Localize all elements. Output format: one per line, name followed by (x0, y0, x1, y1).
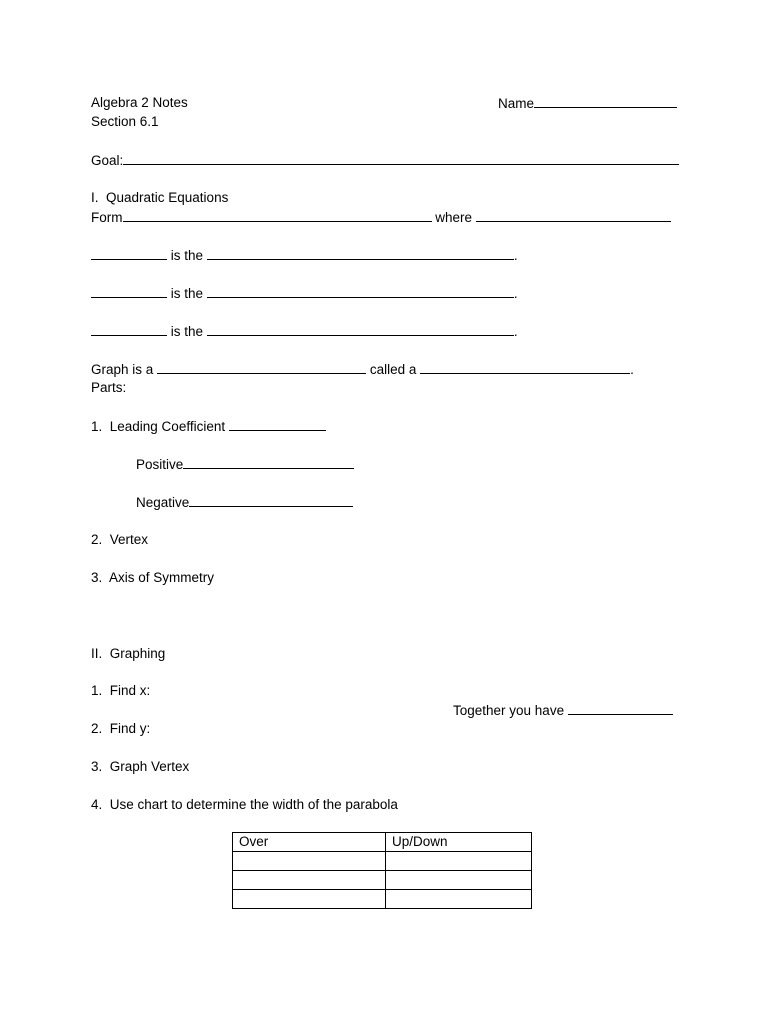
axis-of-symmetry-item: 3. Axis of Symmetry (91, 570, 215, 585)
is-the-line-2[interactable]: is the . (91, 284, 518, 303)
table-cell[interactable] (233, 890, 386, 909)
quadratic-equations-heading: I. Quadratic Equations (91, 190, 229, 205)
table-cell[interactable] (386, 871, 532, 890)
is-the-line-3[interactable]: is the . (91, 322, 518, 341)
use-chart-step: 4. Use chart to determine the width of the parabola (91, 797, 398, 812)
table-cell[interactable] (386, 852, 532, 871)
parts-label: Parts: (91, 380, 127, 395)
up-down-header: Up/Down (386, 833, 532, 852)
section-number: Section 6.1 (91, 114, 159, 129)
course-title: Algebra 2 Notes (91, 95, 188, 110)
table-row[interactable] (233, 852, 532, 871)
table-cell[interactable] (233, 871, 386, 890)
name-line[interactable]: Name (498, 94, 677, 113)
table-cell[interactable] (386, 890, 532, 909)
table-row[interactable] (233, 871, 532, 890)
find-y-step: 2. Find y: (91, 721, 151, 736)
find-x-step: 1. Find x: (91, 683, 151, 698)
is-the-line-1[interactable]: is the . (91, 246, 518, 265)
graph-vertex-step: 3. Graph Vertex (91, 759, 190, 774)
together-line[interactable]: Together you have (453, 701, 673, 720)
leading-coefficient-item[interactable]: 1. Leading Coefficient (91, 417, 326, 436)
table-row[interactable] (233, 890, 532, 909)
negative-line[interactable]: Negative (136, 493, 353, 512)
graph-is-a-line[interactable]: Graph is a called a . (91, 362, 634, 377)
graphing-heading: II. Graphing (91, 646, 166, 661)
goal-line[interactable]: Goal: (91, 151, 679, 170)
over-header: Over (233, 833, 386, 852)
vertex-item: 2. Vertex (91, 532, 149, 547)
form-line[interactable]: Form where (91, 208, 671, 227)
width-chart-table (232, 832, 532, 909)
positive-line[interactable]: Positive (136, 455, 354, 474)
table-cell[interactable] (233, 852, 386, 871)
table-header-row (233, 833, 532, 852)
